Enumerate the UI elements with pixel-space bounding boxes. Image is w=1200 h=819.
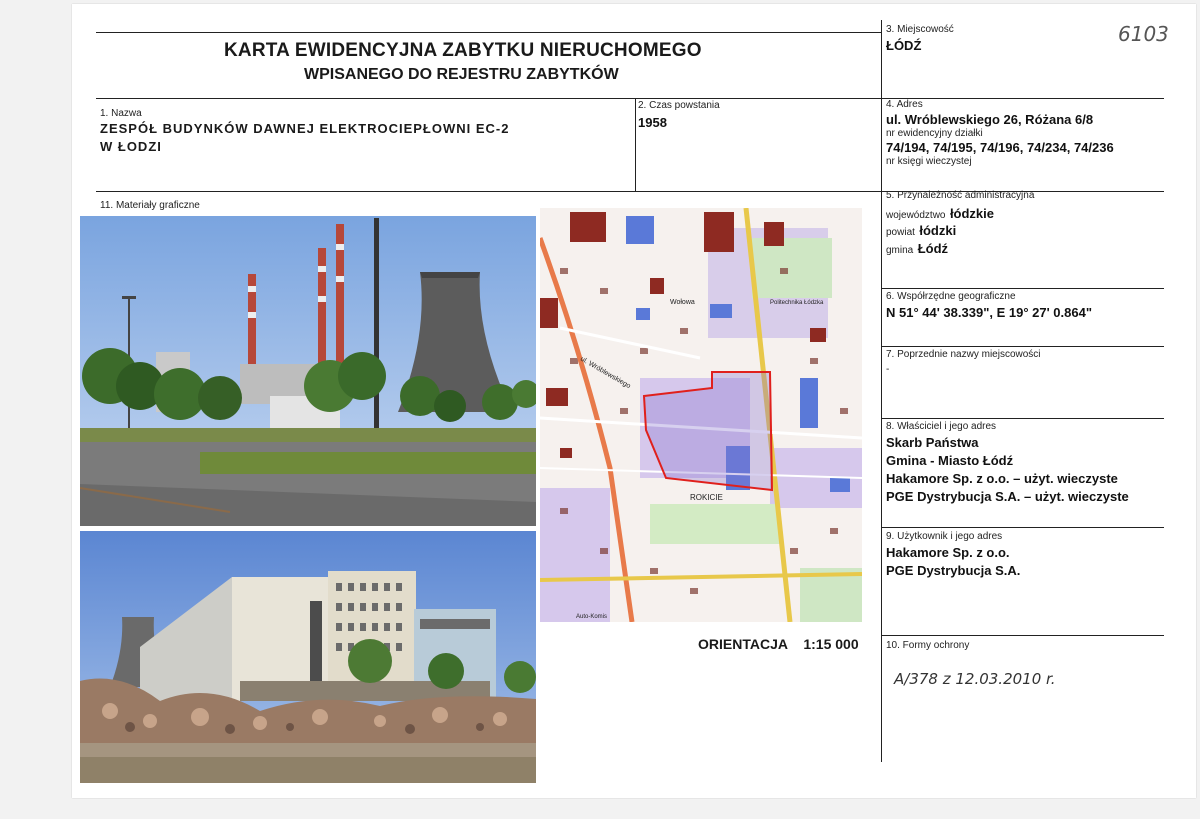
site-location-map [540,208,862,622]
voivodeship-label: województwo [886,210,946,221]
field5-voivodeship [886,205,994,223]
divider [881,635,1164,636]
divider [881,288,1164,289]
record-card [72,4,1196,798]
field8-label: 8. Właściciel i jego adres [886,421,997,432]
field1-name-line2: W ŁODZI [100,139,162,154]
divider [96,98,1164,99]
photo-demolition-site [80,531,536,783]
field10-handwritten-entry: A/378 z 12.03.2010 r. [894,670,1056,688]
map-illustration [540,208,862,622]
card-title-line2: WPISANEGO DO REJESTRU ZABYTKÓW [304,66,619,83]
map-label-street: ul. Wróblewskiego [579,355,632,391]
county-label: powiat [886,227,915,238]
field3-value: ŁÓDŹ [886,38,922,53]
photo-power-plant [80,216,536,526]
field8-line: Skarb Państwa [886,435,979,450]
map-label-university: Politechnika Łódzka [770,300,824,306]
field8-line: Gmina - Miasto Łódź [886,453,1014,468]
demolition-photo-illustration [80,531,536,783]
commune-value: Łódź [917,241,949,256]
field5-commune [886,240,948,258]
field8-line: Hakamore Sp. z o.o. – użyt. wieczyste [886,471,1118,486]
map-label-business: Auto-Komis [576,614,608,620]
field4-book-label: nr księgi wieczystej [886,156,972,167]
field3-label: 3. Miejscowość [886,24,954,35]
field9-label: 9. Użytkownik i jego adres [886,531,1003,542]
handwritten-number: 6103 [1118,22,1169,46]
commune-label: gmina [886,245,914,256]
field1-name-line1: ZESPÓŁ BUDYNKÓW DAWNEJ ELEKTROCIEPŁOWNI EC-2 [100,121,510,136]
field6-label: 6. Współrzędne geograficzne [886,291,1016,302]
map-orientation [698,636,859,652]
orientation-scale: 1:15 000 [803,636,859,652]
divider [881,346,1164,347]
divider [881,418,1164,419]
field5-label: 5. Przynależność administracyjna [886,190,1035,201]
field8-line: PGE Dystrybucja S.A. – użyt. wieczyste [886,489,1129,504]
map-label-street: Wołowa [670,299,695,306]
field6-value: N 51° 44' 38.339", E 19° 27' 0.864" [886,305,1092,320]
field7-value: - [886,364,890,375]
field1-label: 1. Nazwa [100,108,142,119]
divider [881,20,882,762]
power-plant-photo-illustration [80,216,536,526]
field2-value: 1958 [638,115,667,130]
field4-label: 4. Adres [886,99,923,110]
field9-line: Hakamore Sp. z o.o. [886,545,1010,560]
card-title-line1: KARTA EWIDENCYJNA ZABYTKU NIERUCHOMEGO [224,40,702,61]
field10-label: 10. Formy ochrony [886,640,970,651]
field4-address: ul. Wróblewskiego 26, Różana 6/8 [886,112,1094,127]
divider [635,98,636,191]
field7-label: 7. Poprzednie nazwy miejscowości [886,349,1041,360]
field4-parcels: 74/194, 74/195, 74/196, 74/234, 74/236 [886,140,1114,155]
divider [96,32,881,33]
field11-label: 11. Materiały graficzne [100,200,200,211]
county-value: łódzki [919,223,957,238]
field4-parcel-label: nr ewidencyjny działki [886,128,983,139]
field2-label: 2. Czas powstania [638,100,720,111]
voivodeship-value: łódzkie [949,206,995,221]
field5-county [886,222,956,240]
divider [881,527,1164,528]
orientation-label: ORIENTACJA [698,636,788,652]
field9-line: PGE Dystrybucja S.A. [886,563,1021,578]
map-label-district: ROKICIE [690,493,723,502]
